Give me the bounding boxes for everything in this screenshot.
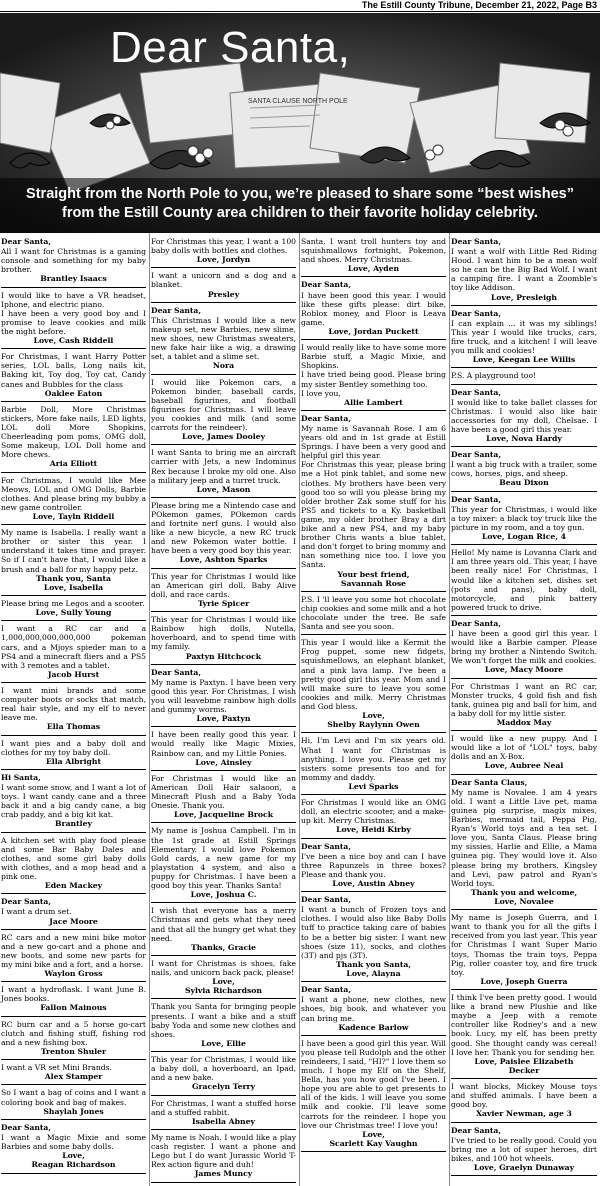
letter-body: Please bring me a Nintendo case and POkemon games, POkemon cards and fortnite nerf guns. I would also like a new bicycle, a new RC truck and new Pokemon water bottle. I have been a very good boy this year. [151,500,296,556]
letter-signature: Thank you and welcome, Love, Novalee [470,887,578,906]
letter-signature: Eden Mackey [44,881,103,891]
letters-columns [0,233,600,1186]
letter-body: I think I've been pretty good. I would like a brand new Plushie and like maybe a Jeep with a remote controller like Rodney's and a new book. Lucy, my elf, has been pretty good. She thought candy was cereal! I love her. Thank you for sending her. [451,993,597,1057]
dear-santa-banner [0,13,600,233]
letter-body: I want for Christmas is shoes, fake nails, and unicorn back pack, please! [151,958,296,977]
letter [151,570,296,612]
letter-body: For Christmas I would like an OMG doll, an electric scooter, and a make-up kit. Merry Christmas. [301,798,446,826]
letters-column-4 [450,233,600,1186]
banner-title: Dear Santa, [110,23,351,72]
letter-signature: Thanks, Gracie [191,942,256,952]
letter [151,1131,296,1183]
letter-signature: Love, Aubree Neal [484,761,564,771]
letter [1,1018,146,1060]
letter [451,617,597,679]
letter [451,546,597,616]
letter-body: For Christmas, I want a stuffed horse and a stuffed rabbit. [151,1098,296,1117]
letter [451,307,597,369]
letter [151,613,296,665]
letter-salutation: Dear Santa, [301,985,351,995]
letter [451,732,597,774]
letter [451,911,597,990]
letter-signature: Love, Presleigh [491,292,557,302]
letter-body: For Christmas I want an RC car, Monster trucks, 4 gold fish and fish tank, guinea pig and ball for him, and a baby doll for my little sister. [451,681,597,718]
letter-signature: Trenton Shuler [40,1046,107,1056]
letter-signature: Love, Macy Moore [484,665,564,675]
letter-body: I want blocks, Mickey Mouse toys and stuffed animals. I have been a good boy. [451,1082,597,1110]
letter-body: I've tried to be really good. Could you bring me a lot of super heroes, dirt bikes, and 100 hot wheels. [451,1135,597,1163]
letter-body: I want a wolf with Little Red Riding Hood. I want him to be a mean wolf so he can be the Big Bad Wolf. I want a camping fire. I want a Zoomble's toy like Addison. [451,247,597,293]
letter-body: This Christmas I would like a new makeup set, new Barbies, new slime, new shoes, new Christmas sweaters, new fake hair like a wig, a drawing set, a tablet and a slime set. [151,315,296,362]
letter-body: I've been a nice boy and can I have three Rapunzels in three boxes? Please and thank you. [301,851,446,879]
letter-body: Hello! My name is Lovanna Clark and I am three years old. This year, I have been really nice! For Christmas, I would like a kitchen set, dishes set (pots and pans), baby doll, motorcycle, and pink battery powered truck to drive. [451,548,597,612]
letter-body: Barbie Doll, More Christmas stickers, More fake nails, LED lights, LOL doll More Shopkins, Cheerleading pom poms, OMG doll, Some makeup, LOL Doll home and More chews. [1,404,146,460]
letter [1,684,146,736]
letter-signature: Paxtyn Hitchcock [185,651,262,661]
letter-body: My name is Noah. I would like a play cash register. I want a phone and Lego but I do want Jurassic World T-Rex action figure and duh! [151,1132,296,1170]
letter-body: RC cars and a new mini bike motor and a new go-cart and a phone and new boots, and some new parts for my mini bike and a fort, and a horse. [1,932,146,969]
letter [301,412,446,592]
letter-body: Thank you Santa for bringing people presents. I want a bike and a stuff baby Yoda and some new clothes and shoes. [151,1002,296,1039]
letter-body: I have been a good girl this year. Will you please tell Rudolph and the other reindeers, I said, "HI?" I love them so much. I hope my Elf on the Shelf, Bella, has you how good I've been. I hope you are able to get presents to all of the kids. I will leave you some milk and cookie. I'll leave some carrots for the reindeer. I hope you love our Christmas tree! I love you! [301,1038,446,1130]
letter-salutation: Dear Santa, [301,895,351,905]
letter [1,1121,146,1174]
letter-signature: Love, Paislee Elizabeth Decker [474,1056,574,1075]
letter-signature: Alex Stamper [44,1072,103,1082]
letter-body: I want a VR set Mini Brands. [1,1063,112,1073]
letter-salutation: Dear Santa Claus, [451,777,528,787]
banner-subtitle-line-1: Straight from the North Pole to you, we’re pleased to share some “best wishes” [26,186,574,202]
letter-body: I wish that everyone has a merry Christmas and gets what they need and that all the hungry get what they need. [151,906,296,943]
letter-body: I want pies and a baby doll and clothes for my toy baby doll. [1,738,146,757]
letter-signature: Beau Dixon [499,478,549,488]
letter-signature: Jacob Hurst [47,669,100,679]
letter-body: For Christmas this year, I want a 100 baby dolls with bottles and clothes. [151,237,296,256]
letter [151,772,296,824]
letter [1,1086,146,1119]
letter [1,931,146,983]
letter [1,834,146,895]
letter-salutation: Dear Santa, [451,387,501,397]
letter-body: I want a unicorn and a dog and a blanket. [151,271,296,290]
letter-signature: Your best friend, Savannah Rose [337,569,410,588]
letter [151,446,296,498]
letter-salutation: Dear Santa, [451,450,501,460]
letter [1,350,146,402]
letter-body: I have been really good this year. I would really like Magic Mixies, Rainbow can, and my Little Ponies. [151,730,296,758]
letter [1,289,146,350]
letter-signature: Love, Shelby Raylynn Owen [327,711,420,730]
letter-signature: Tyrie Spicer [197,598,250,608]
letter-signature: Love, Ashton Sparks [179,555,268,565]
letter-body: I want a drum set. [1,907,72,917]
letter-signature: Waylon Gross [44,969,103,979]
letter-body: RC burn car and a 5 horse go-cart clutch and fishing stuff, fishing rod and a new fishing box. [1,1019,146,1047]
letter-body: My name is Paxtyn. I have been very good this year. For Christmas, I wish you will leavebme rainbow high dolls and gummy worms. [151,677,296,715]
letters-column-1 [0,233,150,1186]
letter [1,474,146,526]
letter [1,1061,146,1085]
letter-signature: Shaylah Jones [43,1106,104,1116]
letter [301,796,446,838]
letter-body: All I want for Christmas is a gaming console and something for my baby brother. [1,247,146,275]
letter-signature: Love, Keegan Lee Willis [472,355,576,365]
letter-body: My name is Joseph Guerra, and I want to thank you for all the gifts I received from you last year. This year for Christmas I want Super Mario toys, Thomas the train toys, Peppa Pig, roller coaster toy, and fire truck toy. [451,913,597,977]
letter-body: I want a RC car and a 1,000,000,000,000,000 pokeman cars, and a Mjoys spieder man to a PS4 and a minecraft fliers and a PS5 with 3 remotes and a tablet. [1,624,146,670]
letter-body: P.S. A playground too! [451,371,537,381]
letter-signature: Love, Scarlett Kay Vaughn [329,1129,418,1148]
letter-body: This year for Christmas I would like an American girl doll, Baby Alive doll, and race cards. [151,571,296,599]
letter [451,369,597,384]
letter-signature: Levi Sparks [348,781,399,791]
letter-body: So I want a bag of coins and I want a coloring book and bag of makes. [1,1088,146,1107]
letter-body: My name is Joshua Campbell. I'm in the 1st grade at Estill Springs Elementary. I would love Pokemon Gold cards, a new game for my playstation 4 system, and also a puppy for Christmas. I have been a good boy this year. Thanks Santa! [151,826,296,891]
letter [301,593,446,635]
letter-body: I want some snow, and I want a lot of toys. I want candy cane and a three back it and a big candy cane, a big crab paddy, and a big kit kat. [1,783,146,820]
letter-signature: Allie Lambert [344,397,403,407]
letter-signature: Love, Cash Riddell [33,336,114,346]
letter-body: I would like a new puppy. And I would like a lot of "LOL" toys, baby dolls and an X-Box. [451,734,597,762]
letter-signature: Brantley Isaacs [40,274,107,284]
letter [451,991,597,1079]
letter-signature: Love, Jordan Puckett [328,326,419,336]
letter [301,278,446,340]
letter [1,597,146,621]
letter [1,771,146,833]
letter-signature: Ella Thomas [46,722,101,732]
letter [151,728,296,770]
letters-column-2 [150,233,300,1186]
letter-signature: Thank you Santa, Love, Alayna [335,959,412,979]
letter-signature: Love, Jacqueline Brock [173,810,274,820]
letter-salutation: Hi Santa, [1,772,41,782]
letter-signature: Thank you, Santa Love, Isabella [35,573,112,592]
letter-salutation: Dear Santa, [451,618,501,628]
letters-column-3 [300,233,450,1186]
letter-signature: Love, Nova Hardy [486,434,562,443]
letter [301,734,446,795]
letter [1,403,146,473]
letter [451,386,597,448]
letter-body: Hi, I'm Levi and I'm six years old. What I want for Christmas is anything. I love you. Please get my sisters some presents too and for mommy and daddy. [301,736,446,782]
letter-body: I can explain ... it was my siblings! This year I would like trucks, cars, fire truck, and a kitchen! I will leave you milk and cookies! [451,318,597,356]
letter-signature: Fallon Mainous [40,1003,107,1013]
letter [1,737,146,770]
letter-body: This year I would like a Kermit the Frog puppet, some new fidgets, squishmellows, an elephant blanket, and a pink lava lamp. I've been a pretty good girl this year. Mom and I will make sure to leave you some cookies and milk. Merry Christmas and God bless. [301,638,446,711]
letter [151,499,296,569]
letter [451,1124,597,1177]
letter [1,526,146,596]
letter-salutation: Dear Santa, [301,280,351,290]
letter-salutation: Dear Santa, [451,237,501,246]
letter-signature: Love, Reagan Richardson [31,1151,116,1170]
letter-signature: Love, Austin Abney [332,878,415,888]
letter-body: I have been a good girl this year. I would like a Barbie camper. Please bring my brother a Nintendo Switch. We won't forget the milk and cookies. [451,629,597,666]
letter-salutation: Dear Santa, [151,305,201,315]
page-header-text: The Estill County Tribune, December 21, 2022, Page B3 [361,0,597,10]
letter [151,235,296,268]
envelope-address: SANTA CLAUSE NORTH POLE [248,98,348,105]
letter-signature: Love, Joshua C. [190,890,257,900]
letter-body: My name is Isabella. I really want a brother or sister this year. I understand it takes time and prayer. So if I can't have that, I would like a brush and a ball for my happy petz. [1,528,146,574]
letter-signature: Love, Ainsley [195,757,252,767]
letter-salutation: Dear Santa, [1,897,51,907]
letter [1,895,146,929]
letter-body: A kitchen set with play food please and some Bar Baby Dales and clothes, and some girl baby dolls with clothes, and a mop head and a pink one. [1,835,146,882]
letter-signature: Love, Joseph Guerra [480,976,568,986]
letter-body: I would really like to have some more Barbie stuff, a Magic Mixie, and Shopkins. I have tried being good. Please bring my sister Bentley something too. I love you, [301,343,446,398]
letter-signature: Love, Ayden [347,264,400,274]
letter-body: This year for Christmas, i would like a toy mixer: a black toy truck like the picture in my room, and a toy gun. [451,504,597,532]
letter-body: I would like to have a VR headset, Iphone, and electric piano. I have been a very good boy and I promise to leave cookies and milk the night before. [1,290,146,336]
letter-body: I want a big truck with a trailer, some cows, horses, pigs, and sheep. [451,460,597,479]
letter [451,235,597,306]
letter-signature: Love, Sylvia Richardson [184,977,262,996]
letter-signature: Love, Heidi Kirby [336,825,411,835]
page-header [0,0,600,12]
letter-body: For Christmas, I would like Mee Meows, LOL and OMG Dolls, Barbie clothes. And please bring my bubby a new game controller. [1,475,146,512]
letter-signature: Brantley [55,819,92,829]
letter-salutation: Dear Santa, [151,667,201,677]
letter-signature: Ella Albright [45,756,102,766]
letter [151,376,296,446]
letter-signature: Love, Jordyn [196,255,251,265]
letter-signature: Love, Logan Rice, 4 [482,532,566,542]
letter-salutation: Dear Santa, [301,413,351,423]
letter [301,893,446,982]
letter [301,235,446,277]
letter [1,622,146,683]
letter [1,983,146,1016]
letter-salutation: Dear Santa, [451,494,501,504]
letter-body: I want a phone, new clothes, new shoes, big book, and whatever you can bring me. [301,995,446,1023]
letter-salutation: Dear Santa, [451,308,501,318]
letter-body: For Christmas, I want Harry Potter series, LOL balls, Long nails kit, Baking kit, Toy dog, Toy cat, Candy canes and Bubbles for the class [1,352,146,389]
letter [451,1080,597,1122]
letter-body: P.S. I 'll leave you some hot chocolate chip cookies and some milk and a hot chocolate under the tree. Be safe Santa and see you soon. [301,594,446,632]
letter [151,666,296,728]
letter [151,1053,296,1095]
letter [301,1037,446,1152]
letter-signature: Love, James Dooley [181,432,266,442]
letter [301,341,446,411]
letter-signature: Maddox May [496,717,552,727]
letter-body: My name is Novalee. I am 4 years old. I want a Little Live pet, mama guinea pig surprise, magix mixes, Barbies, mermaid tail, Peppa Pig, Ryan's World toys and a tea set. I love you, Santa Claus. Please bring my sissies, Harlie and Ellie, a Mama guinea pig. They would love it. Also please bring my brothers, Kingsley and Levi, paw patrol and Ryan's World toys. [451,787,597,888]
letter [151,904,296,956]
letter [151,1000,296,1052]
letter [151,269,296,302]
letter-body: I want mini brands and some computer boots or socks that match, real hair style, and my elf to never leave me. [1,686,146,723]
letter-body: My name is Savannah Rose. I am 6 years old and in 1st grade at Estill Springs. I have been a very good and helpful girl this year. For Christmas this year, please bring me a Hot pink tablet, and some new clothes. My brothers have been very good too so will you please bring my older brother Zak some stuff for his PS5 and tickets to a Ky. basketball game, my older brother Bray a dirt bike and a new PS4, and my baby brother Chris wants a blue tablet, and don't forget to bring mommy and nan something nice too. I love you Santa. [301,424,446,570]
letter [301,636,446,733]
letter [151,1097,296,1130]
letter-salutation: Dear Santa, [451,1125,501,1135]
banner-subtitle-line-2: from the Estill County area children to their favorite holiday celebrity. [62,205,538,221]
letter-salutation: Dear Santa, [1,1122,51,1132]
letter [451,493,597,546]
letter-signature: Oaklee Eaton [44,388,103,398]
letter [151,304,296,375]
letter-signature: Love, Graelyn Dunaway [473,1162,575,1172]
letter-signature: Isabella Abney [192,1116,255,1126]
letter [1,235,146,288]
letter-body: I want a Magic Mixie and some Barbies and some baby dolls. [1,1132,146,1152]
letter-signature: Love, Paxtyn [196,714,251,724]
letter-body: I want Santa to bring me an aircraft carrier with Jets, a new Indominus Rex because I broke my old one. Also a military jeep and a turret truck. [151,448,296,485]
letter-body: Santa, I want troll hunters toy and squishmallows fortnight, Pokemon, and shoes. Merry Christmas. [301,237,446,265]
letter-signature: Kadence Barlow [338,1022,409,1032]
letter-signature: James Muncy [194,1169,253,1179]
letter [151,824,296,903]
letter-signature: Love, Tayln Riddell [32,511,115,521]
letter-body: I have been good this year. I would like these gifts please: dirt bike, Roblox money, and Floor is Leava game. [301,290,446,327]
letter [151,957,296,1000]
letter-body: I want a bunch of Frozen toys and clothes. I would also like Baby Dolls tuff to practice taking care of babies to be a better big sister. I want new shoes (size 11), socks, and clothes (3T) and pjs (3T). [301,905,446,960]
letter-body: This year for Christmas I would like Rainbow high dolls, Nutella, hoverboard, and to spend time with my family. [151,615,296,652]
letter-signature: Aria Elliott [49,459,98,469]
letter-signature: Jace Moore [49,916,98,926]
letter-body: I would like Pokemon cars, a Pokemon binder, baseball cards, baseball figurines, and football figurines for Christmas. I will leave you cookies and milk (and some carrots for the reindeer). [151,377,296,433]
letter-body: I want a hydroflask. I want June B. Jones books. [1,985,146,1004]
letter [301,983,446,1036]
letter-body: I would like to take ballet classes for Christmas. I would also like hair accessories for my doll, Chelsae. I have been a good girl this year. [451,397,597,434]
letter-signature: Love, Sully Young [35,608,112,618]
letter-salutation: Dear Santa, [301,841,351,851]
letter [451,680,597,732]
letter-body: This year for Christmas, I would like a baby doll, a hoverboard, an Ipad, and a new bake. [151,1055,296,1083]
letter-signature: Love, Ellie [201,1038,246,1048]
letter [451,776,597,911]
letter-signature: Presley [207,289,240,299]
letter-signature: Nora [212,361,235,371]
letter-signature: Xavier Newman, age 3 [476,1109,572,1119]
letter-signature: Gracelyn Terry [191,1082,256,1092]
letter [301,840,446,893]
letter-body: Please bring me Legos and a scooter. [1,599,145,609]
banner-subtitle [0,185,600,223]
letter [451,448,597,491]
letter-salutation: Dear Santa, [1,237,51,246]
letter-signature: Love, Mason [196,484,251,494]
letter-body: For Christmas I would like an American Doll Hair salaoon, a Minecraft Plush and a Baby Yoda Onesie. Thank you. [151,773,296,811]
